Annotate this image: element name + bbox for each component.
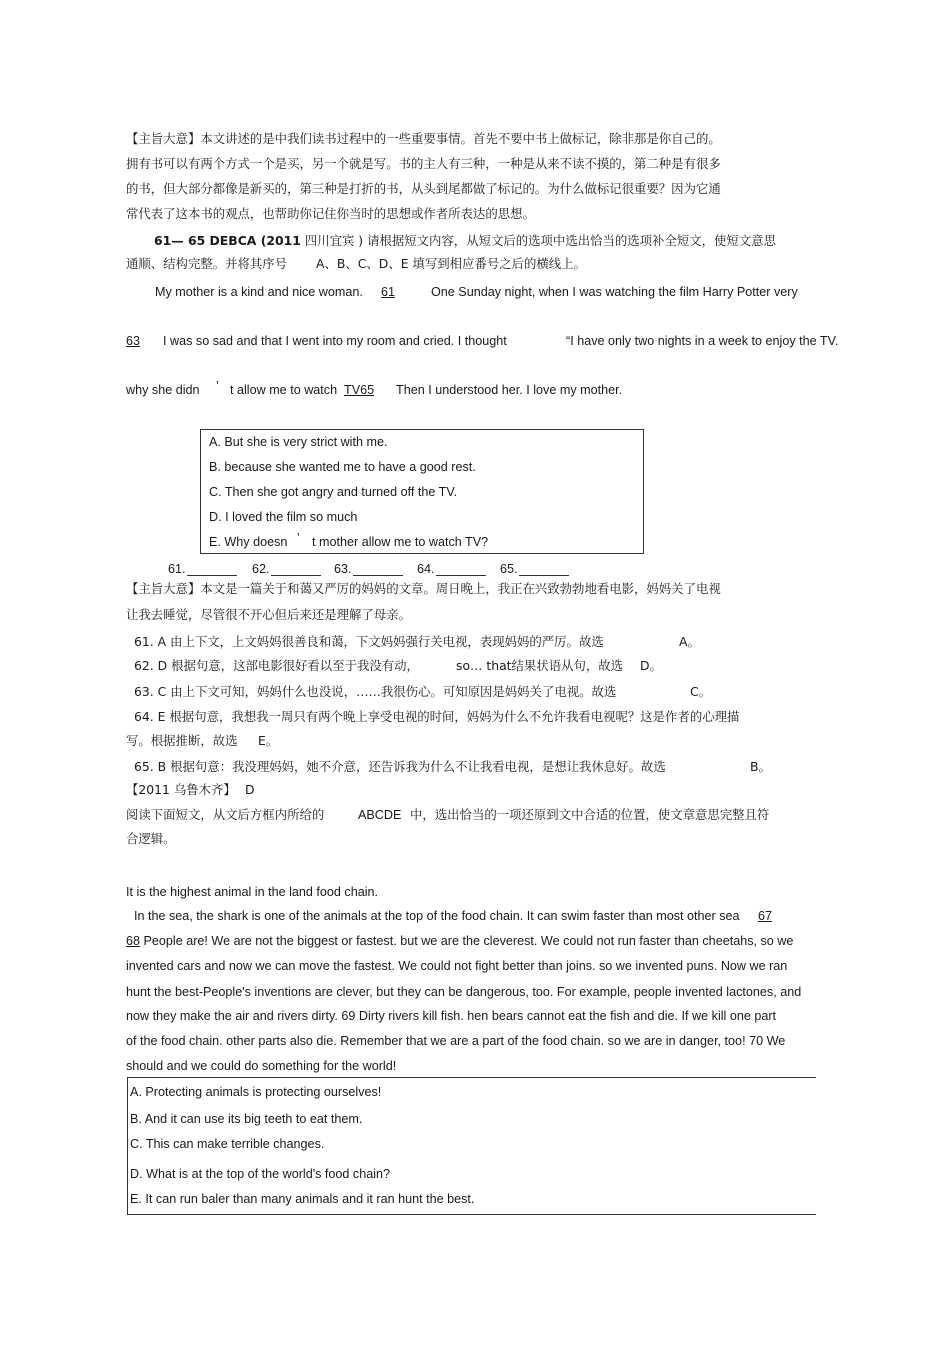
blank-61: 61 [381,285,396,299]
option-b: B. because she wanted me to have a good rest. [209,460,476,474]
box-top-border [127,1077,816,1078]
summary-line: 的书，但大部分都像是新买的，第三种是打折的书，从头到尾都做了标记的。为什么做标记很重要？因为它通 [126,181,721,196]
option-c: C. Then she got angry and turned off the TV. [209,485,458,499]
answer-line [187,575,237,576]
apostrophe: ’ [297,531,300,545]
option-e: E. It can run baler than many animals and it ran hunt the best. [130,1192,475,1206]
answer-key: 61— 65 DEBCA (2011 [154,233,301,248]
explanation-text: 65. B 根据句意：我没理妈妈，她不介意，还告诉我为什么不让我看电视，是想让我休息好。故选 [134,759,666,774]
answer-choice: E。 [258,733,279,748]
passage-line: invented cars and now we can move the fastest. We could not fight better than joins. so we invented puns. Now we ran [126,959,788,973]
answer-line [436,575,486,576]
option-c: C. This can make terrible changes. [130,1137,325,1151]
option-d: D. I loved the film so much [209,510,358,524]
blank-67: 67 [758,909,773,923]
passage-line: hunt the best-People's inventions are clever, but they can be dangerous, too. For example, people invented lactones, and [126,985,802,999]
passage-line: now they make the air and rivers dirty. 69 Dirty rivers kill fish. hen bears cannot eat the fish and die. If we kill one part [126,1009,777,1023]
instruction-line: 合逻辑。 [126,831,176,846]
explanation-text: 62. D 根据句意，这部电影很好看以至于我没有动， [134,658,419,673]
answer-line [353,575,403,576]
answer-line [271,575,321,576]
option-d: D. What is at the top of the world's food chain? [130,1167,391,1181]
answer-line [519,575,569,576]
passage-line: It is the highest animal in the land food chain. [126,885,379,899]
answer-key: D [245,782,255,797]
blank-68: 68 [126,934,141,948]
options-box [200,429,644,554]
summary-line: 常代表了这本书的观点，也帮助你记住你当时的思想或作者所表达的思想。 [126,206,535,221]
passage-text: why she didn [126,383,200,397]
passage-text: t allow me to watch [230,383,338,397]
option-text: E. Why doesn [209,535,288,549]
blank-label-64: 64. [417,562,435,576]
source: 四川宜宾 ) [300,233,364,248]
summary-line: 拥有书可以有两个方式一个是买，另一个就是写。书的主人有三种，一种是从来不读不摸的，第二种是有很多 [126,156,721,171]
summary-line: 让我去睡觉，尽管很不开心但后来还是理解了母亲。 [126,607,411,622]
box-left-border [127,1077,128,1215]
instruction-text: 中，选出恰当的一项还原到文中合适的位置，使文章意思完整且符 [410,807,770,822]
summary-line: 【主旨大意】本文是一篇关于和蔼又严厉的妈妈的文章。周日晚上，我正在兴致勃勃地看电影，妈妈关了电视 [126,581,721,596]
explanation-text: 写。根据推断，故选 [126,733,238,748]
option-a: A. But she is very strict with me. [209,435,388,449]
passage-text: I was so sad and that I went into my room and cried. I thought [163,334,507,348]
explanation-text: 63. C 由上下文可知，妈妈什么也没说，……我很伤心。可知原因是妈妈关了电视。故选 [134,684,617,699]
instruction-text: 通顺、结构完整。并将其序号 [126,256,288,271]
passage-text: “I have only two nights in a week to enjoy the TV. [566,334,839,348]
answer-choice: D。 [640,658,662,673]
passage-line: of the food chain. other parts also die. Remember that we are a part of the food chain. so we are in danger, too! 70 We [126,1034,786,1048]
option-b: B. And it can use its big teeth to eat them. [130,1112,363,1126]
answer-choice: B。 [750,759,771,774]
passage-text: In the sea, the shark is one of the animals at the top of the food chain. It can swim faster than most other sea [134,909,740,923]
answer-choice: A。 [679,634,700,649]
explanation-text: 61. A 由上下文，上文妈妈很善良和蔼，下文妈妈强行关电视，表现妈妈的严厉。故选 [134,634,604,649]
passage-text: My mother is a kind and nice woman. [155,285,363,299]
passage-text: One Sunday night, when I was watching the film Harry Potter very [431,285,798,299]
passage-text: Then I understood her. I love my mother. [396,383,623,397]
blank-label-63: 63. [334,562,352,576]
summary-line: 【主旨大意】本文讲述的是中我们读书过程中的一些重要事情。首先不要中书上做标记，除非那是你自己的。 [126,131,721,146]
instruction-text: A、B、C、D、E 填写到相应番号之后的横线上。 [316,256,586,271]
exam-source: 【2011 乌鲁木齐】 [126,782,236,797]
passage-text: People are! We are not the biggest or fastest. but we are the cleverest. We could not run faster than cheetahs, so we [140,934,794,948]
blank-label-61: 61. [168,562,186,576]
passage-line: should and we could do something for the world! [126,1059,397,1073]
explanation-text: so… that结果状语从句，故选 [456,658,624,673]
option-text: t mother allow me to watch TV? [312,535,489,549]
box-bottom-border [127,1214,816,1215]
option-a: A. Protecting animals is protecting ourselves! [130,1085,382,1099]
apostrophe: ’ [216,379,219,393]
blank-label-65: 65. [500,562,518,576]
instruction-text: 阅读下面短文，从文后方框内所给的 [126,807,325,822]
answer-heading [154,233,776,249]
blank-label-62: 62. [252,562,270,576]
answer-choice: C。 [690,684,712,699]
passage-line [126,933,793,949]
instruction-text: ABCDE [358,808,402,822]
explanation-64: 64. E 根据句意，我想我一周只有两个晚上享受电视的时间，妈妈为什么不允许我看电视呢？这是作者的心理描 [134,709,740,724]
blank-63: 63 [126,334,141,348]
blank-65: TV65 [344,383,375,397]
instruction: 请根据短文内容，从短文后的选项中选出恰当的选项补全短文，使短文意思 [363,233,776,248]
